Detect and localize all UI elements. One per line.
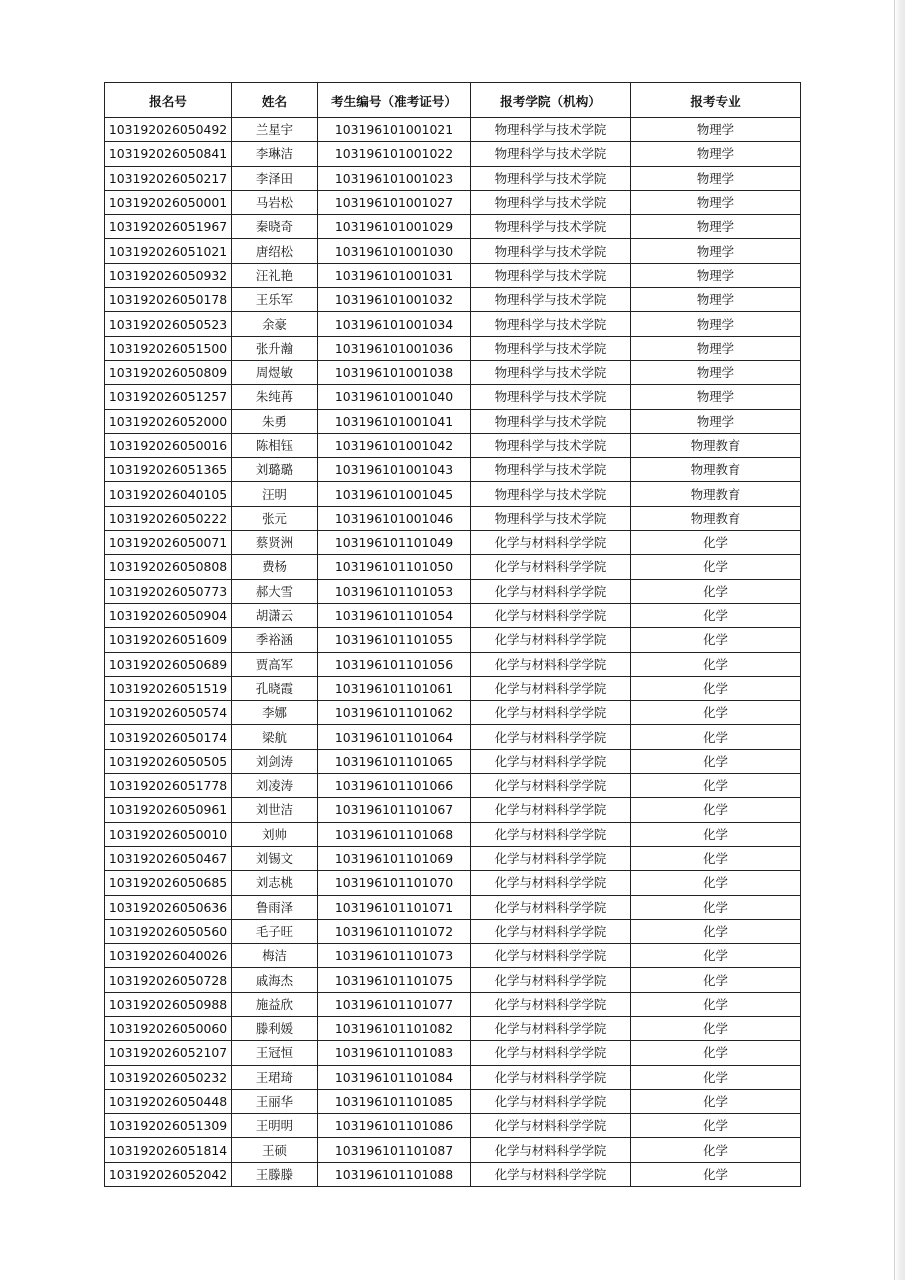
cell-college: 化学与材料科学学院 <box>471 798 631 822</box>
table-row <box>105 336 801 360</box>
cell-name: 费杨 <box>232 555 318 579</box>
table-row <box>105 1041 801 1065</box>
cell-major: 物理学 <box>631 336 801 360</box>
cell-major: 物理学 <box>631 288 801 312</box>
cell-name: 梁航 <box>232 725 318 749</box>
cell-name: 刘志桃 <box>232 871 318 895</box>
cell-college: 化学与材料科学学院 <box>471 1041 631 1065</box>
cell-major: 化学 <box>631 676 801 700</box>
cell-registration-number: 103192026052107 <box>105 1041 232 1065</box>
cell-major: 物理学 <box>631 360 801 384</box>
cell-name: 王冠恒 <box>232 1041 318 1065</box>
cell-name: 施益欣 <box>232 992 318 1016</box>
cell-candidate-number: 103196101001022 <box>318 142 471 166</box>
cell-candidate-number: 103196101001041 <box>318 409 471 433</box>
cell-registration-number: 103192026050685 <box>105 871 232 895</box>
cell-registration-number: 103192026051257 <box>105 385 232 409</box>
cell-registration-number: 103192026050010 <box>105 822 232 846</box>
cell-candidate-number: 103196101101077 <box>318 992 471 1016</box>
cell-major: 物理学 <box>631 190 801 214</box>
cell-major: 化学 <box>631 846 801 870</box>
cell-college: 化学与材料科学学院 <box>471 1089 631 1113</box>
table-row <box>105 166 801 190</box>
cell-name: 刘世洁 <box>232 798 318 822</box>
cell-major: 化学 <box>631 919 801 943</box>
header-candidate-number: 考生编号（准考证号） <box>318 83 471 118</box>
table-row <box>105 676 801 700</box>
cell-candidate-number: 103196101101069 <box>318 846 471 870</box>
cell-college: 化学与材料科学学院 <box>471 968 631 992</box>
cell-college: 物理科学与技术学院 <box>471 506 631 530</box>
cell-registration-number: 103192026050001 <box>105 190 232 214</box>
cell-major: 物理学 <box>631 239 801 263</box>
cell-candidate-number: 103196101101085 <box>318 1089 471 1113</box>
table-row <box>105 433 801 457</box>
cell-name: 余豪 <box>232 312 318 336</box>
table-row <box>105 409 801 433</box>
cell-major: 物理学 <box>631 385 801 409</box>
cell-name: 刘璐璐 <box>232 458 318 482</box>
header-major: 报考专业 <box>631 83 801 118</box>
table-row <box>105 312 801 336</box>
cell-name: 汪礼艳 <box>232 263 318 287</box>
cell-candidate-number: 103196101101055 <box>318 628 471 652</box>
candidate-table <box>104 82 801 1187</box>
cell-candidate-number: 103196101001038 <box>318 360 471 384</box>
cell-name: 胡潇云 <box>232 603 318 627</box>
cell-major: 化学 <box>631 992 801 1016</box>
cell-college: 化学与材料科学学院 <box>471 579 631 603</box>
cell-college: 化学与材料科学学院 <box>471 1016 631 1040</box>
cell-name: 王滕滕 <box>232 1162 318 1186</box>
cell-registration-number: 103192026051021 <box>105 239 232 263</box>
table-row <box>105 360 801 384</box>
cell-college: 物理科学与技术学院 <box>471 215 631 239</box>
cell-candidate-number: 103196101001046 <box>318 506 471 530</box>
cell-candidate-number: 103196101101071 <box>318 895 471 919</box>
cell-major: 化学 <box>631 652 801 676</box>
table-row <box>105 725 801 749</box>
cell-candidate-number: 103196101101062 <box>318 701 471 725</box>
cell-name: 张元 <box>232 506 318 530</box>
cell-major: 化学 <box>631 531 801 555</box>
cell-candidate-number: 103196101001043 <box>318 458 471 482</box>
cell-college: 物理科学与技术学院 <box>471 263 631 287</box>
cell-name: 刘锡文 <box>232 846 318 870</box>
cell-registration-number: 103192026050071 <box>105 531 232 555</box>
cell-college: 化学与材料科学学院 <box>471 603 631 627</box>
cell-college: 物理科学与技术学院 <box>471 385 631 409</box>
cell-major: 化学 <box>631 749 801 773</box>
cell-candidate-number: 103196101101083 <box>318 1041 471 1065</box>
table-row <box>105 774 801 798</box>
cell-major: 化学 <box>631 579 801 603</box>
cell-college: 物理科学与技术学院 <box>471 482 631 506</box>
cell-registration-number: 103192026051309 <box>105 1114 232 1138</box>
cell-name: 张升瀚 <box>232 336 318 360</box>
table-row <box>105 822 801 846</box>
cell-college: 化学与材料科学学院 <box>471 944 631 968</box>
cell-registration-number: 103192026051609 <box>105 628 232 652</box>
table-row <box>105 1089 801 1113</box>
cell-registration-number: 103192026051519 <box>105 676 232 700</box>
cell-college: 化学与材料科学学院 <box>471 992 631 1016</box>
cell-college: 化学与材料科学学院 <box>471 725 631 749</box>
cell-major: 化学 <box>631 725 801 749</box>
cell-major: 化学 <box>631 944 801 968</box>
table-row <box>105 239 801 263</box>
cell-candidate-number: 103196101001034 <box>318 312 471 336</box>
candidate-list-sheet <box>104 82 800 1187</box>
cell-college: 化学与材料科学学院 <box>471 1114 631 1138</box>
cell-major: 化学 <box>631 701 801 725</box>
cell-registration-number: 103192026050988 <box>105 992 232 1016</box>
cell-name: 季裕涵 <box>232 628 318 652</box>
table-row <box>105 118 801 142</box>
cell-major: 化学 <box>631 798 801 822</box>
cell-college: 化学与材料科学学院 <box>471 1162 631 1186</box>
cell-major: 物理学 <box>631 166 801 190</box>
table-row <box>105 846 801 870</box>
cell-college: 化学与材料科学学院 <box>471 555 631 579</box>
cell-major: 化学 <box>631 1089 801 1113</box>
cell-name: 李泽田 <box>232 166 318 190</box>
cell-registration-number: 103192026050689 <box>105 652 232 676</box>
header-college: 报考学院（机构） <box>471 83 631 118</box>
table-row <box>105 1138 801 1162</box>
cell-major: 化学 <box>631 555 801 579</box>
cell-major: 物理教育 <box>631 433 801 457</box>
cell-major: 物理学 <box>631 409 801 433</box>
cell-college: 物理科学与技术学院 <box>471 142 631 166</box>
table-row <box>105 555 801 579</box>
cell-registration-number: 103192026050505 <box>105 749 232 773</box>
table-row <box>105 1114 801 1138</box>
table-row <box>105 579 801 603</box>
cell-registration-number: 103192026050932 <box>105 263 232 287</box>
cell-college: 物理科学与技术学院 <box>471 409 631 433</box>
table-row <box>105 190 801 214</box>
cell-name: 毛子旺 <box>232 919 318 943</box>
cell-name: 李琳洁 <box>232 142 318 166</box>
cell-registration-number: 103192026050492 <box>105 118 232 142</box>
cell-college: 化学与材料科学学院 <box>471 676 631 700</box>
cell-major: 化学 <box>631 895 801 919</box>
cell-major: 化学 <box>631 603 801 627</box>
cell-major: 化学 <box>631 1138 801 1162</box>
cell-college: 物理科学与技术学院 <box>471 433 631 457</box>
cell-college: 化学与材料科学学院 <box>471 701 631 725</box>
cell-name: 郝大雪 <box>232 579 318 603</box>
cell-registration-number: 103192026050467 <box>105 846 232 870</box>
cell-candidate-number: 103196101001032 <box>318 288 471 312</box>
table-row <box>105 749 801 773</box>
table-body <box>105 118 801 1187</box>
cell-major: 化学 <box>631 774 801 798</box>
cell-college: 物理科学与技术学院 <box>471 118 631 142</box>
cell-candidate-number: 103196101101053 <box>318 579 471 603</box>
cell-candidate-number: 103196101101049 <box>318 531 471 555</box>
cell-candidate-number: 103196101001042 <box>318 433 471 457</box>
cell-college: 物理科学与技术学院 <box>471 166 631 190</box>
cell-name: 兰星宇 <box>232 118 318 142</box>
cell-registration-number: 103192026051500 <box>105 336 232 360</box>
cell-college: 化学与材料科学学院 <box>471 1065 631 1089</box>
cell-name: 贾高军 <box>232 652 318 676</box>
cell-name: 蔡贤洲 <box>232 531 318 555</box>
cell-college: 物理科学与技术学院 <box>471 288 631 312</box>
cell-registration-number: 103192026051365 <box>105 458 232 482</box>
cell-registration-number: 103192026050016 <box>105 433 232 457</box>
cell-college: 物理科学与技术学院 <box>471 360 631 384</box>
cell-college: 化学与材料科学学院 <box>471 846 631 870</box>
page-edge <box>894 0 905 1280</box>
cell-candidate-number: 103196101001045 <box>318 482 471 506</box>
cell-candidate-number: 103196101101070 <box>318 871 471 895</box>
cell-college: 物理科学与技术学院 <box>471 239 631 263</box>
cell-candidate-number: 103196101101068 <box>318 822 471 846</box>
cell-candidate-number: 103196101001027 <box>318 190 471 214</box>
cell-candidate-number: 103196101001029 <box>318 215 471 239</box>
cell-candidate-number: 103196101101084 <box>318 1065 471 1089</box>
cell-candidate-number: 103196101101061 <box>318 676 471 700</box>
table-header-row <box>105 83 801 118</box>
cell-name: 戚海杰 <box>232 968 318 992</box>
cell-college: 化学与材料科学学院 <box>471 749 631 773</box>
cell-registration-number: 103192026050961 <box>105 798 232 822</box>
cell-name: 王珺琦 <box>232 1065 318 1089</box>
cell-major: 物理学 <box>631 215 801 239</box>
cell-registration-number: 103192026050809 <box>105 360 232 384</box>
cell-candidate-number: 103196101101054 <box>318 603 471 627</box>
cell-name: 王明明 <box>232 1114 318 1138</box>
cell-registration-number: 103192026051967 <box>105 215 232 239</box>
cell-candidate-number: 103196101001030 <box>318 239 471 263</box>
cell-registration-number: 103192026050636 <box>105 895 232 919</box>
table-row <box>105 531 801 555</box>
cell-name: 周煜敏 <box>232 360 318 384</box>
header-registration-number: 报名号 <box>105 83 232 118</box>
table-row <box>105 871 801 895</box>
cell-college: 化学与材料科学学院 <box>471 822 631 846</box>
cell-candidate-number: 103196101101073 <box>318 944 471 968</box>
cell-name: 孔晓霞 <box>232 676 318 700</box>
cell-registration-number: 103192026050178 <box>105 288 232 312</box>
cell-candidate-number: 103196101001021 <box>318 118 471 142</box>
cell-college: 物理科学与技术学院 <box>471 190 631 214</box>
cell-name: 李娜 <box>232 701 318 725</box>
cell-name: 朱纯苒 <box>232 385 318 409</box>
cell-college: 化学与材料科学学院 <box>471 919 631 943</box>
cell-major: 物理学 <box>631 142 801 166</box>
table-row <box>105 919 801 943</box>
table-row <box>105 482 801 506</box>
cell-registration-number: 103192026050560 <box>105 919 232 943</box>
cell-college: 化学与材料科学学院 <box>471 871 631 895</box>
cell-college: 物理科学与技术学院 <box>471 458 631 482</box>
table-row <box>105 1016 801 1040</box>
table-row <box>105 1162 801 1186</box>
cell-college: 物理科学与技术学院 <box>471 336 631 360</box>
table-row <box>105 215 801 239</box>
cell-name: 陈相钰 <box>232 433 318 457</box>
cell-candidate-number: 103196101101072 <box>318 919 471 943</box>
cell-candidate-number: 103196101001031 <box>318 263 471 287</box>
cell-major: 物理教育 <box>631 458 801 482</box>
table-row <box>105 603 801 627</box>
cell-major: 物理学 <box>631 263 801 287</box>
cell-registration-number: 103192026040026 <box>105 944 232 968</box>
cell-registration-number: 103192026052042 <box>105 1162 232 1186</box>
table-row <box>105 1065 801 1089</box>
cell-name: 马岩松 <box>232 190 318 214</box>
cell-candidate-number: 103196101101056 <box>318 652 471 676</box>
cell-major: 化学 <box>631 871 801 895</box>
table-row <box>105 263 801 287</box>
cell-name: 王乐军 <box>232 288 318 312</box>
cell-candidate-number: 103196101101086 <box>318 1114 471 1138</box>
header-name: 姓名 <box>232 83 318 118</box>
table-row <box>105 385 801 409</box>
cell-registration-number: 103192026050060 <box>105 1016 232 1040</box>
table-row <box>105 142 801 166</box>
cell-name: 刘凌涛 <box>232 774 318 798</box>
cell-registration-number: 103192026050523 <box>105 312 232 336</box>
cell-major: 化学 <box>631 1114 801 1138</box>
cell-candidate-number: 103196101101064 <box>318 725 471 749</box>
cell-registration-number: 103192026050728 <box>105 968 232 992</box>
cell-registration-number: 103192026050448 <box>105 1089 232 1113</box>
table-row <box>105 944 801 968</box>
table-row <box>105 895 801 919</box>
cell-registration-number: 103192026050773 <box>105 579 232 603</box>
table-row <box>105 506 801 530</box>
cell-major: 化学 <box>631 822 801 846</box>
table-row <box>105 701 801 725</box>
cell-college: 化学与材料科学学院 <box>471 895 631 919</box>
cell-major: 化学 <box>631 628 801 652</box>
cell-registration-number: 103192026051814 <box>105 1138 232 1162</box>
cell-major: 化学 <box>631 1162 801 1186</box>
table-row <box>105 992 801 1016</box>
table-row <box>105 628 801 652</box>
cell-candidate-number: 103196101101075 <box>318 968 471 992</box>
table-row <box>105 652 801 676</box>
cell-name: 鲁雨泽 <box>232 895 318 919</box>
cell-registration-number: 103192026040105 <box>105 482 232 506</box>
cell-candidate-number: 103196101001036 <box>318 336 471 360</box>
cell-registration-number: 103192026050174 <box>105 725 232 749</box>
cell-major: 物理教育 <box>631 506 801 530</box>
cell-name: 滕利媛 <box>232 1016 318 1040</box>
cell-candidate-number: 103196101101087 <box>318 1138 471 1162</box>
cell-name: 秦晓奇 <box>232 215 318 239</box>
cell-major: 化学 <box>631 968 801 992</box>
cell-candidate-number: 103196101001040 <box>318 385 471 409</box>
cell-name: 刘剑涛 <box>232 749 318 773</box>
cell-registration-number: 103192026050904 <box>105 603 232 627</box>
cell-registration-number: 103192026050222 <box>105 506 232 530</box>
cell-name: 王硕 <box>232 1138 318 1162</box>
cell-candidate-number: 103196101101066 <box>318 774 471 798</box>
table-row <box>105 798 801 822</box>
cell-major: 物理教育 <box>631 482 801 506</box>
cell-candidate-number: 103196101101082 <box>318 1016 471 1040</box>
cell-college: 化学与材料科学学院 <box>471 652 631 676</box>
cell-name: 汪明 <box>232 482 318 506</box>
cell-college: 化学与材料科学学院 <box>471 531 631 555</box>
cell-college: 化学与材料科学学院 <box>471 774 631 798</box>
cell-college: 物理科学与技术学院 <box>471 312 631 336</box>
cell-registration-number: 103192026051778 <box>105 774 232 798</box>
cell-registration-number: 103192026050232 <box>105 1065 232 1089</box>
cell-registration-number: 103192026050841 <box>105 142 232 166</box>
cell-major: 化学 <box>631 1041 801 1065</box>
cell-candidate-number: 103196101101065 <box>318 749 471 773</box>
cell-candidate-number: 103196101101088 <box>318 1162 471 1186</box>
table-row <box>105 458 801 482</box>
cell-candidate-number: 103196101101067 <box>318 798 471 822</box>
cell-candidate-number: 103196101101050 <box>318 555 471 579</box>
cell-name: 王丽华 <box>232 1089 318 1113</box>
table-row <box>105 288 801 312</box>
cell-registration-number: 103192026050808 <box>105 555 232 579</box>
cell-major: 物理学 <box>631 118 801 142</box>
table-row <box>105 968 801 992</box>
cell-name: 梅洁 <box>232 944 318 968</box>
cell-major: 化学 <box>631 1016 801 1040</box>
cell-name: 刘帅 <box>232 822 318 846</box>
cell-major: 物理学 <box>631 312 801 336</box>
cell-name: 朱勇 <box>232 409 318 433</box>
cell-registration-number: 103192026052000 <box>105 409 232 433</box>
cell-registration-number: 103192026050574 <box>105 701 232 725</box>
cell-candidate-number: 103196101001023 <box>318 166 471 190</box>
cell-registration-number: 103192026050217 <box>105 166 232 190</box>
cell-college: 化学与材料科学学院 <box>471 628 631 652</box>
cell-major: 化学 <box>631 1065 801 1089</box>
cell-name: 唐绍松 <box>232 239 318 263</box>
cell-college: 化学与材料科学学院 <box>471 1138 631 1162</box>
